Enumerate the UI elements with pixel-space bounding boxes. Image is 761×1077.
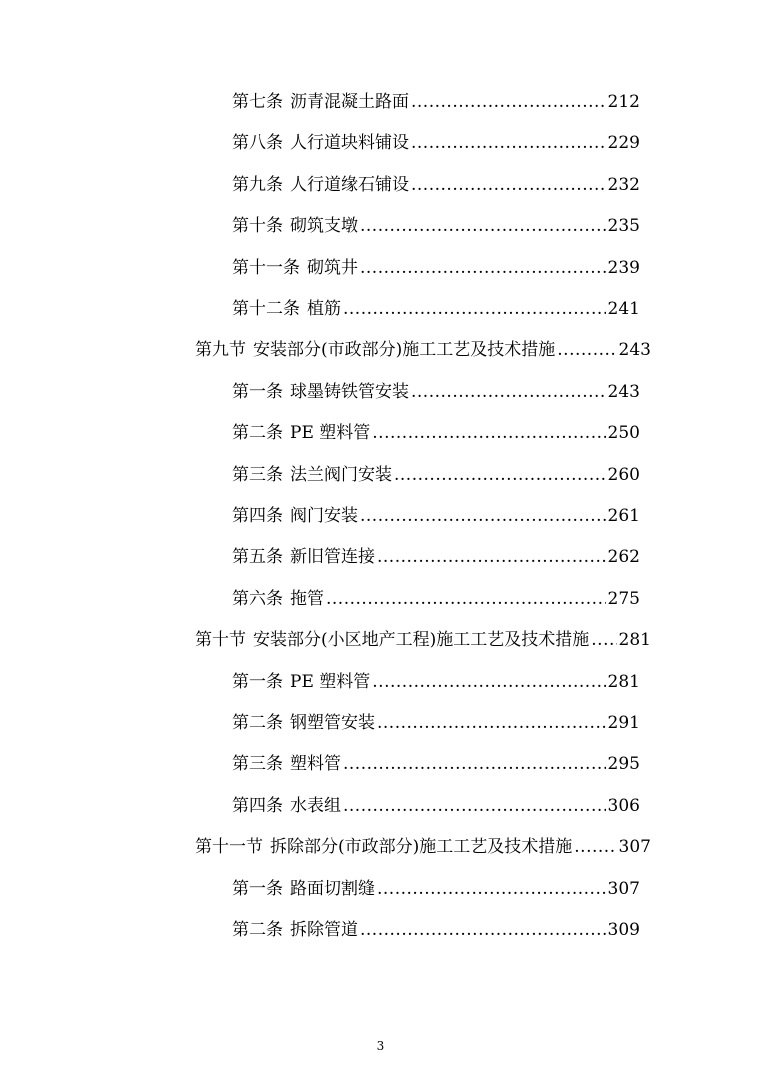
toc-article-entry[interactable] xyxy=(232,502,640,530)
toc-article-entry[interactable] xyxy=(232,916,640,944)
toc-entry-number: 第二条 xyxy=(232,423,283,444)
toc-entry-page: 261 xyxy=(607,506,640,526)
toc-entry-number: 第一条 xyxy=(232,878,283,899)
dot-leader xyxy=(360,254,606,282)
dot-leader xyxy=(557,336,616,364)
toc-entry-number: 第十条 xyxy=(232,216,283,237)
toc-article-entry[interactable] xyxy=(232,378,640,406)
toc-entry-page: 250 xyxy=(607,423,640,444)
toc-entry-number: 第九条 xyxy=(232,174,283,195)
toc-entry-number: 第三条 xyxy=(232,754,283,775)
toc-entry-number: 第八条 xyxy=(232,133,283,154)
dot-leader xyxy=(411,171,606,199)
dot-leader xyxy=(360,212,606,240)
dot-leader xyxy=(360,916,606,944)
toc-article-entry[interactable] xyxy=(232,543,640,571)
dot-leader xyxy=(326,585,606,613)
toc-entry-title: 水表组 xyxy=(290,795,341,816)
toc-article-entry[interactable] xyxy=(232,668,640,696)
toc-article-entry[interactable] xyxy=(232,419,640,447)
dot-leader xyxy=(411,378,606,406)
toc-entry-title: 路面切割缝 xyxy=(290,878,375,899)
toc-entry-page: 241 xyxy=(607,299,640,319)
toc-entry-number: 第一条 xyxy=(232,671,283,692)
dot-leader xyxy=(377,543,606,571)
toc-entry-number: 第二条 xyxy=(232,713,283,733)
toc-entry-page: 235 xyxy=(607,216,640,237)
toc-entry-number: 第五条 xyxy=(232,547,283,568)
toc-entry-number: 第十一条 xyxy=(232,257,300,278)
toc-section-entry[interactable] xyxy=(195,626,651,654)
toc-entry-title: 安装部分(小区地产工程)施工工艺及技术措施 xyxy=(253,630,590,651)
toc-entry-title: 钢塑管安装 xyxy=(290,713,375,733)
toc-entry-page: 295 xyxy=(607,754,640,775)
toc-article-entry[interactable] xyxy=(232,792,640,820)
toc-entry-page: 260 xyxy=(607,464,640,485)
toc-entry-title: 球墨铸铁管安装 xyxy=(290,381,409,402)
toc-article-entry[interactable] xyxy=(232,212,640,240)
toc-entry-page: 262 xyxy=(607,547,640,568)
toc-article-entry[interactable] xyxy=(232,585,640,613)
toc-article-entry[interactable] xyxy=(232,129,640,157)
dot-leader xyxy=(574,833,616,861)
dot-leader xyxy=(377,709,606,737)
toc-entry-page: 307 xyxy=(607,878,640,899)
toc-entry-number: 第二条 xyxy=(232,920,283,940)
toc-entry-page: 307 xyxy=(618,837,651,858)
toc-article-entry[interactable] xyxy=(232,709,640,737)
toc-section-entry[interactable] xyxy=(195,336,651,364)
toc-entry-title: 人行道块料铺设 xyxy=(290,133,409,154)
toc-entry-title: 拆除部分(市政部分)施工工艺及技术措施 xyxy=(270,837,573,858)
dot-leader xyxy=(411,129,606,157)
toc-entry-page: 243 xyxy=(618,340,651,361)
toc-entry-page: 229 xyxy=(607,133,640,154)
toc-article-entry[interactable] xyxy=(232,254,640,282)
dot-leader xyxy=(377,875,606,903)
toc-entry-title: 阀门安装 xyxy=(290,506,358,526)
toc-entry-page: 275 xyxy=(607,588,640,609)
toc-entry-page: 239 xyxy=(607,257,640,278)
toc-entry-title: 拆除管道 xyxy=(290,920,358,940)
toc-entry-number: 第十二条 xyxy=(232,299,300,319)
toc-entry-page: 306 xyxy=(607,795,640,816)
dot-leader xyxy=(343,295,606,323)
toc-entry-title: PE 塑料管 xyxy=(290,423,371,444)
toc-article-entry[interactable] xyxy=(232,171,640,199)
toc-article-entry[interactable] xyxy=(232,750,640,778)
dot-leader xyxy=(591,626,616,654)
toc-article-entry[interactable] xyxy=(232,461,640,489)
toc-entry-title: 塑料管 xyxy=(290,754,341,775)
toc-entry-page: 281 xyxy=(607,671,640,692)
toc-entry-number: 第三条 xyxy=(232,464,283,485)
dot-leader xyxy=(372,419,605,447)
toc-article-entry[interactable] xyxy=(232,875,640,903)
toc-entry-page: 212 xyxy=(607,92,640,112)
toc-entry-number: 第六条 xyxy=(232,588,283,609)
toc-entry-title: 砌筑井 xyxy=(307,257,358,278)
toc-section-entry[interactable] xyxy=(195,833,651,861)
dot-leader xyxy=(411,88,606,116)
toc-entry-number: 第九节 xyxy=(195,340,246,361)
toc-entry-title: 法兰阀门安装 xyxy=(290,464,392,485)
toc-entry-page: 309 xyxy=(607,920,640,940)
page-number: 3 xyxy=(376,1039,385,1053)
toc-entry-number: 第四条 xyxy=(232,506,283,526)
toc-entry-title: 砌筑支墩 xyxy=(290,216,358,237)
toc-article-entry[interactable] xyxy=(232,295,640,323)
dot-leader xyxy=(360,502,606,530)
toc-entry-number: 第四条 xyxy=(232,795,283,816)
dot-leader xyxy=(343,792,606,820)
toc-entry-page: 281 xyxy=(618,630,651,651)
toc-entry-title: 沥青混凝土路面 xyxy=(290,92,409,112)
toc-entry-title: 人行道缘石铺设 xyxy=(290,174,409,195)
toc-entry-page: 232 xyxy=(607,174,640,195)
toc-article-entry[interactable] xyxy=(232,88,640,116)
toc-entry-title: PE 塑料管 xyxy=(290,671,371,692)
toc-entry-number: 第十一节 xyxy=(195,837,263,858)
dot-leader xyxy=(343,750,606,778)
dot-leader xyxy=(394,461,606,489)
toc-entry-number: 第一条 xyxy=(232,381,283,402)
toc-entry-number: 第十节 xyxy=(195,630,246,651)
toc-entry-title: 植筋 xyxy=(307,299,341,319)
toc-entry-title: 新旧管连接 xyxy=(290,547,375,568)
toc-entry-number: 第七条 xyxy=(232,92,283,112)
toc-entry-title: 拖管 xyxy=(290,588,324,609)
toc-entry-page: 243 xyxy=(607,381,640,402)
toc-entry-page: 291 xyxy=(607,713,640,733)
toc-entry-title: 安装部分(市政部分)施工工艺及技术措施 xyxy=(253,340,556,361)
dot-leader xyxy=(372,668,605,696)
